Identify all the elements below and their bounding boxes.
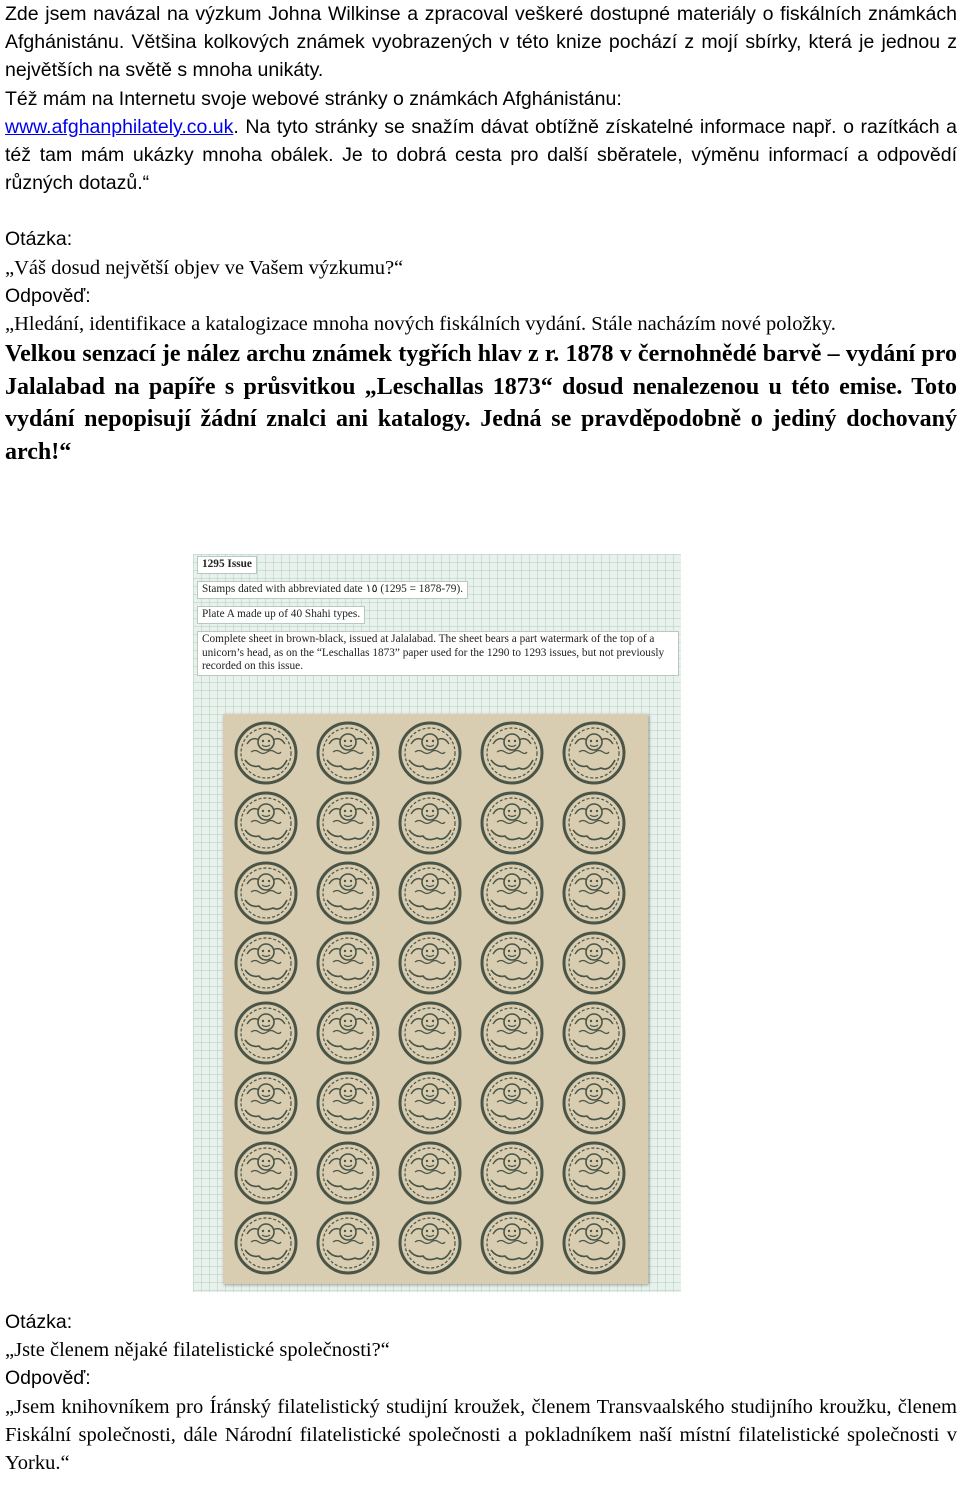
tiger-head-stamp (397, 1000, 463, 1066)
tiger-head-stamp (233, 1210, 299, 1276)
tiger-head-stamp (397, 1210, 463, 1276)
answer-1-highlight: Velkou senzací je nález archu známek tygřích hlav z r. 1878 v černohnědé barvě – vydání pro Jalalabad na papíře s průsvitkou „Leschallas 1873“ dosud nenalezenou u této emise. Toto vydání nepopisují žádní znalci ani katalogy. Jedná se pravděpodobně o jediný dochovaný arch!“ (5, 341, 957, 465)
stamp-sheet-figure (193, 554, 681, 1292)
tiger-head-stamp (233, 930, 299, 996)
spacer (5, 197, 957, 225)
tiger-head-stamp (315, 1140, 381, 1206)
tiger-head-stamp (397, 720, 463, 786)
tiger-head-stamp (561, 930, 627, 996)
article-top (5, 0, 957, 468)
tiger-head-stamp (397, 1140, 463, 1206)
tiger-head-stamp (315, 1000, 381, 1066)
website-link[interactable]: www.afghanphilately.co.uk (5, 115, 234, 138)
question-label-1: Otázka: (5, 228, 73, 251)
intro-paragraph-2 (5, 85, 957, 198)
answer-label-2: Odpověď: (5, 1367, 91, 1390)
question-1: „Váš dosud největší objev ve Vašem výzkumu?“ (5, 256, 404, 279)
tiger-head-stamp (233, 860, 299, 926)
tiger-head-stamp (479, 720, 545, 786)
tiger-head-stamp (479, 790, 545, 856)
tiger-head-stamp (561, 860, 627, 926)
tiger-head-stamp (315, 860, 381, 926)
tiger-head-stamp (479, 860, 545, 926)
tiger-head-stamp (233, 1000, 299, 1066)
figure-caption-date: Stamps dated with abbreviated date ١٥ (1295 = 1878-79). (197, 581, 468, 599)
tiger-head-stamp (479, 1000, 545, 1066)
tiger-head-stamp (315, 1210, 381, 1276)
figure-caption-issue: 1295 Issue (197, 556, 257, 574)
answer-2: „Jsem knihovníkem pro Íránský filatelistický studijní kroužek, členem Transvaalského studijního kroužku, členem Fiskální společnosti, dále Národní filatelistické společnosti a pokladníkem naší místní filatelistické společnosti v Yorku.“ (5, 1395, 957, 1475)
figure-caption-description: Complete sheet in brown-black, issued at Jalalabad. The sheet bears a part watermark of the top of a unicorn’s head, as on the “Leschallas 1873” paper used for the 1290 to 1293 issues, but not previously recorded on this issue. (197, 631, 679, 676)
intro-after-link: . Na tyto stránky se snažím dávat obtížně získatelné informace např. o razítkách a též tam mám ukázky mnoha obálek. Je to dobrá cesta pro další sběratele, výměnu informací a odpovědí různých dotazů.“ (5, 115, 957, 195)
tiger-head-stamp (397, 1070, 463, 1136)
tiger-head-stamp (315, 1070, 381, 1136)
tiger-head-stamp (315, 720, 381, 786)
tiger-head-stamp (397, 860, 463, 926)
tiger-head-stamp (233, 1140, 299, 1206)
tiger-head-stamp (561, 1070, 627, 1136)
tiger-head-stamp (315, 930, 381, 996)
tiger-head-stamp (561, 1210, 627, 1276)
intro-paragraph-1: Zde jsem navázal na výzkum Johna Wilkinse a zpracoval veškeré dostupné materiály o fiskálních známkách Afghánistánu. Většina kolkových známek vyobrazených v této knize pochází z mojí sbírky, která je jednou z největších na světě s mnoha unikáty. (5, 3, 957, 82)
tiger-head-stamp (561, 1000, 627, 1066)
tiger-head-stamp (233, 720, 299, 786)
tiger-head-stamp (561, 720, 627, 786)
tiger-head-stamp (561, 790, 627, 856)
tiger-head-stamp (397, 930, 463, 996)
tiger-head-stamp (561, 1140, 627, 1206)
stamp-sheet (223, 714, 648, 1284)
intro-website-text: Též mám na Internetu svoje webové stránky o známkách Afghánistánu: (5, 87, 622, 110)
question-2: „Jste členem nějaké filatelistické společnosti?“ (5, 1339, 390, 1362)
answer-label-1: Odpověď: (5, 284, 91, 307)
tiger-head-stamp (233, 1070, 299, 1136)
tiger-head-stamp (479, 930, 545, 996)
answer-1: „Hledání, identifikace a katalogizace mnoha nových fiskálních vydání. Stále nacházím nové položky. (5, 313, 836, 336)
question-label-2: Otázka: (5, 1311, 73, 1333)
figure-caption-plate: Plate A made up of 40 Shahi types. (197, 606, 365, 624)
tiger-head-stamp (479, 1070, 545, 1136)
tiger-head-stamp (397, 790, 463, 856)
tiger-head-stamp (315, 790, 381, 856)
tiger-head-stamp (233, 790, 299, 856)
tiger-head-stamp (479, 1140, 545, 1206)
tiger-head-stamp (479, 1210, 545, 1276)
article-bottom (5, 1308, 957, 1477)
